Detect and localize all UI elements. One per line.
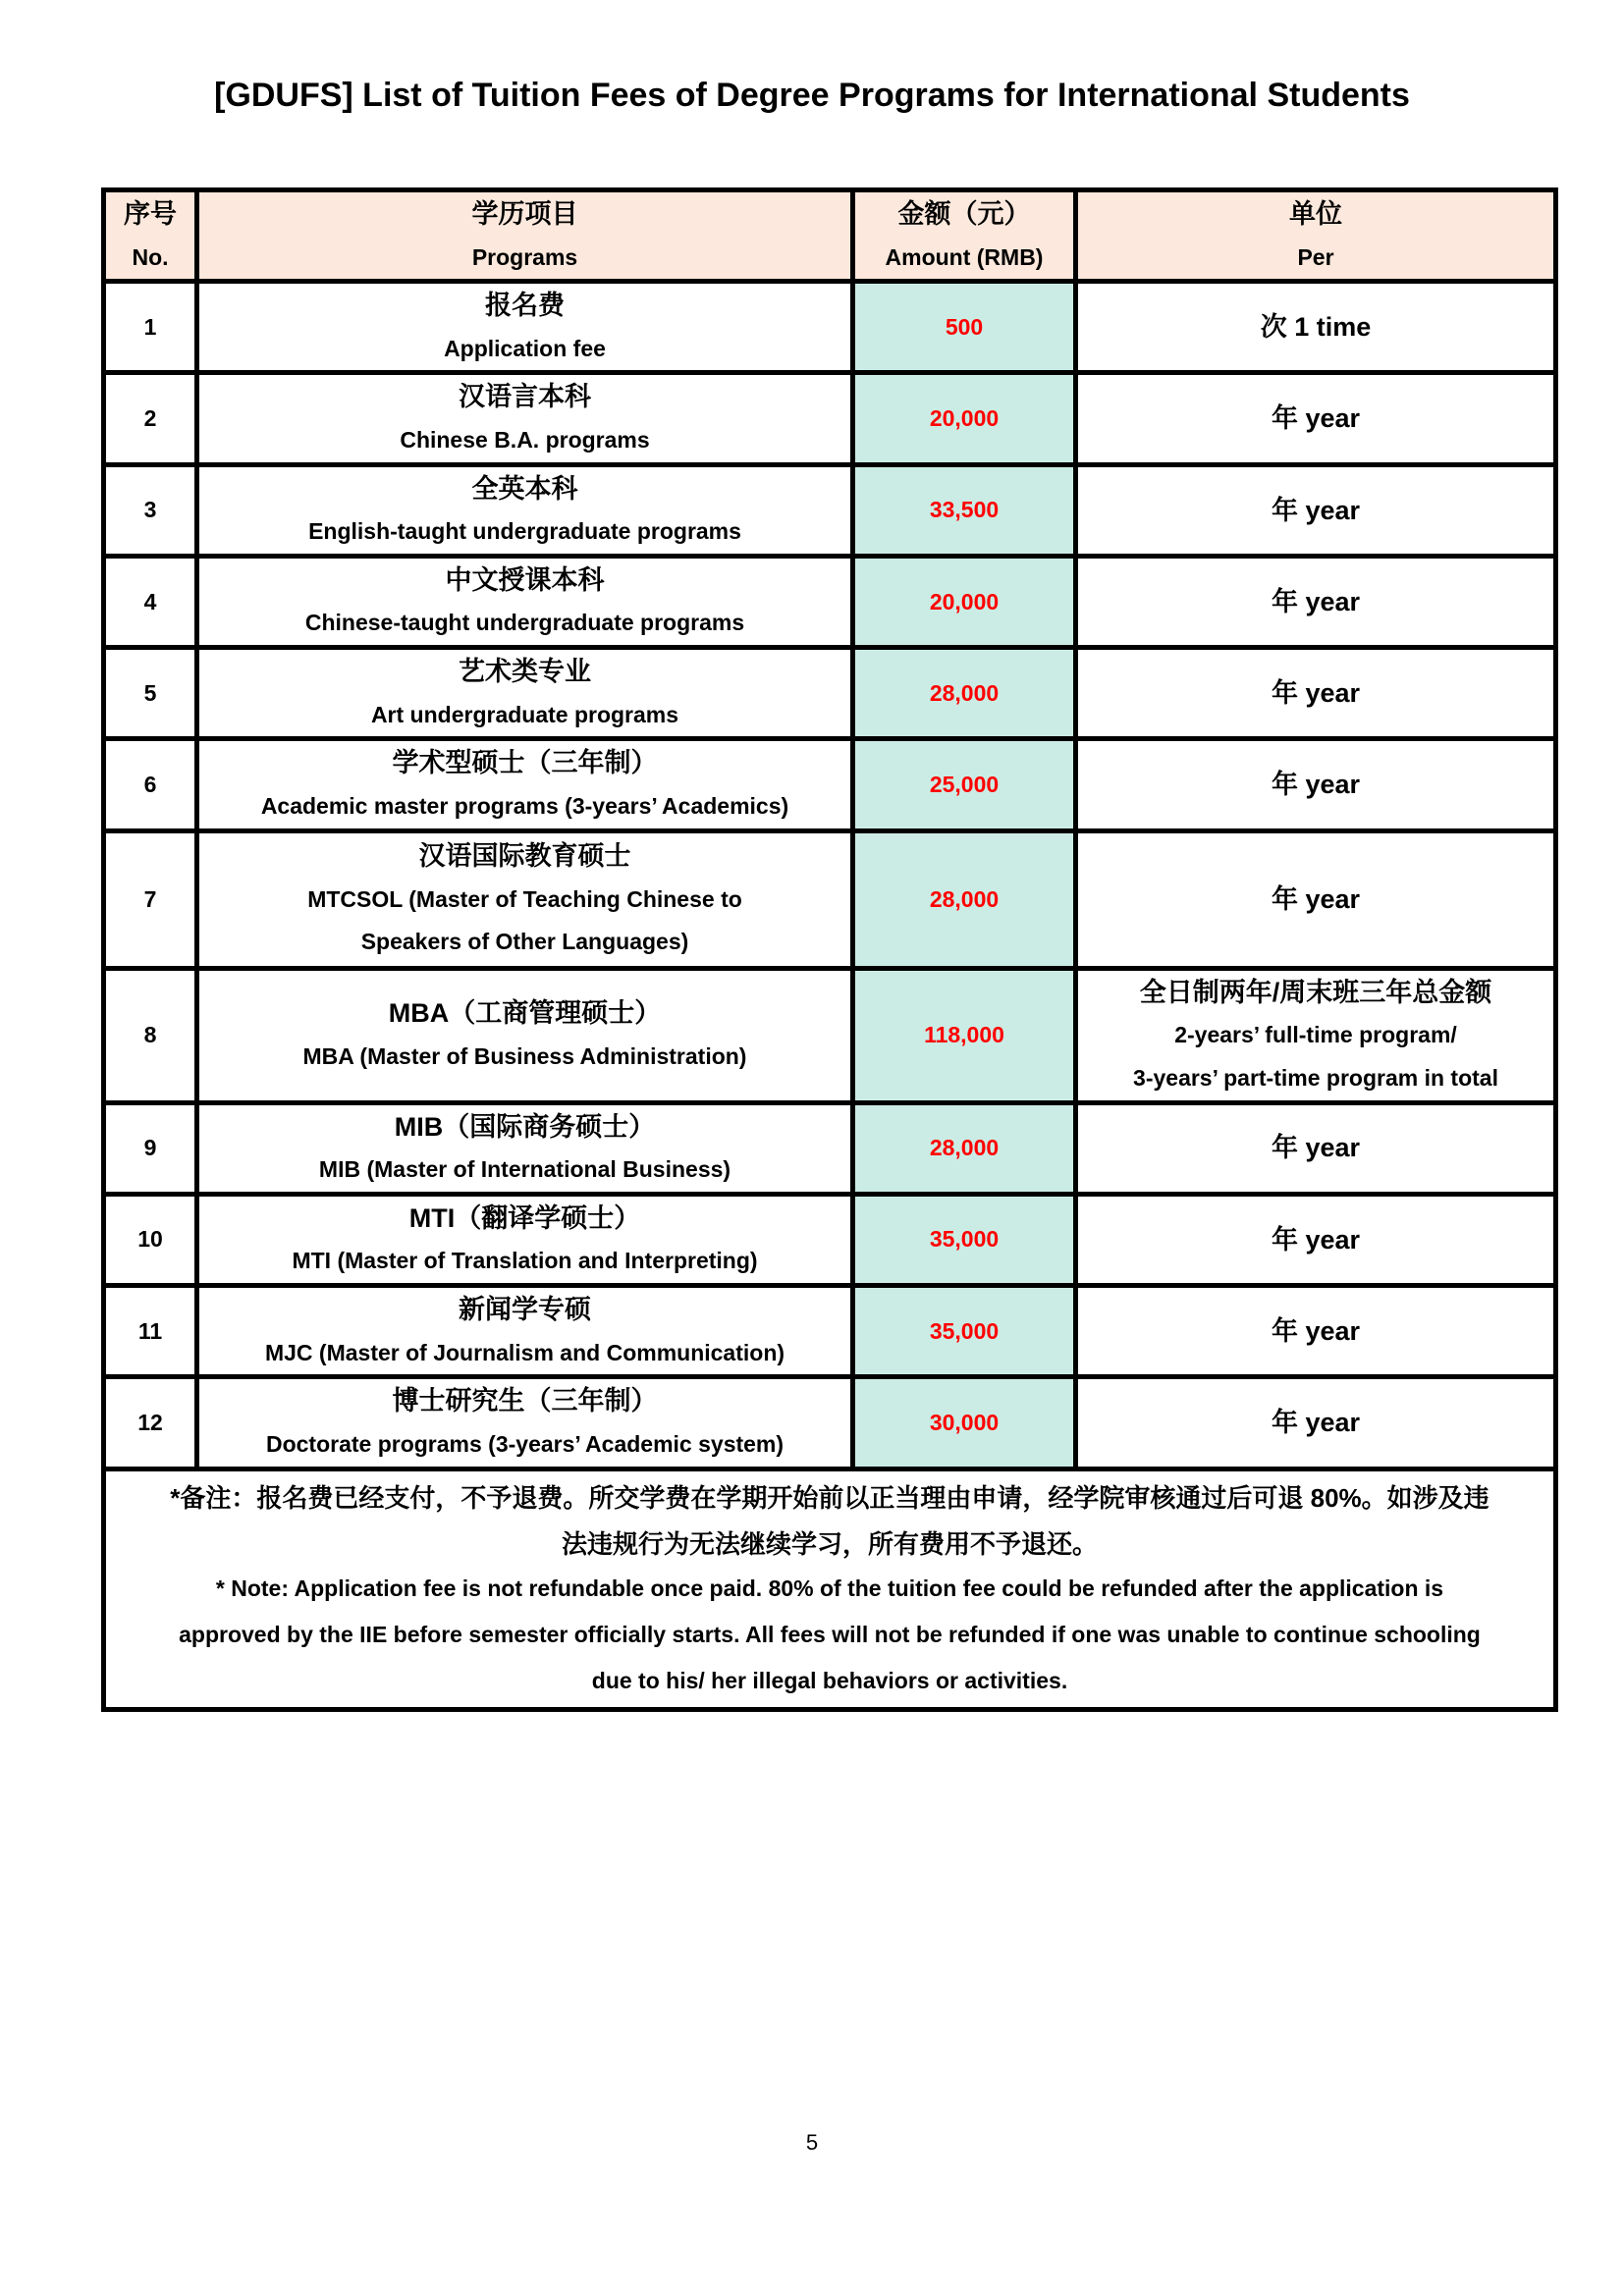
row-number-cell: 4 [104,556,197,647]
row-number-cell: 10 [104,1194,197,1285]
row-number-cell: 11 [104,1286,197,1377]
program-line: MBA (Master of Business Administration) [302,1043,747,1070]
program-line: Academic master programs (3-years’ Academics) [260,792,789,819]
note-cell [104,1468,1556,1709]
per-line: 年 year [1271,1408,1361,1438]
row-number-cell: 8 [104,968,197,1102]
per-cell [1076,373,1556,464]
column-header-amount-zh: 金额（元） [897,199,1031,229]
program-line: Chinese B.A. programs [400,427,650,454]
program-cell [197,648,853,739]
program-line: MTCSOL (Master of Teaching Chinese to [307,885,742,912]
fee-table-footer [104,1468,1556,1709]
column-header-amount [853,190,1076,282]
per-cell [1076,648,1556,739]
program-cell [197,830,853,968]
program-line: English-taught undergraduate programs [308,518,741,545]
note-line: due to his/ her illegal behaviors or activities. [591,1668,1068,1693]
program-line: Chinese-taught undergraduate programs [304,610,745,636]
column-header-per-zh: 单位 [1289,199,1342,229]
table-row [104,1194,1556,1285]
note-line: 法违规行为无法继续学习，所有费用不予退还。 [561,1529,1098,1559]
per-line: 2-years’ full-time program/ [1174,1022,1457,1048]
amount-cell: 118,000 [853,968,1076,1102]
program-cell [197,1102,853,1194]
amount-cell: 35,000 [853,1194,1076,1285]
program-cell [197,1377,853,1468]
row-number-cell: 7 [104,830,197,968]
program-line: Art undergraduate programs [370,701,679,727]
program-cell [197,968,853,1102]
per-line: 年 year [1271,403,1361,434]
table-row [104,830,1556,968]
per-line: 年 year [1271,883,1361,914]
program-line: MIB (Master of International Business) [318,1156,731,1183]
program-line: 汉语国际教育硕士 [418,841,631,872]
per-cell [1076,830,1556,968]
program-line: 中文授课本科 [445,564,605,595]
amount-cell: 20,000 [853,556,1076,647]
row-number-cell: 9 [104,1102,197,1194]
program-line: 新闻学专硕 [459,1295,591,1325]
per-cell [1076,464,1556,556]
column-header-no [104,190,197,282]
per-cell [1076,739,1556,830]
column-header-programs-en: Programs [471,243,578,270]
note-line: *备注：报名费已经支付，不予退费。所交学费在学期开始前以正当理由申请，经学院审核通过后可退 80%。如涉及违 [170,1483,1489,1513]
amount-cell: 28,000 [853,830,1076,968]
amount-cell: 28,000 [853,1102,1076,1194]
column-header-no-zh: 序号 [124,199,177,229]
amount-cell: 35,000 [853,1286,1076,1377]
program-line: 艺术类专业 [459,657,591,687]
program-line: 博士研究生（三年制） [392,1386,658,1416]
table-row [104,464,1556,556]
program-line: 报名费 [485,291,565,321]
amount-cell: 25,000 [853,739,1076,830]
per-line: 年 year [1271,770,1361,800]
per-line: 3-years’ part-time program in total [1133,1064,1498,1091]
program-line: Speakers of Other Languages) [360,929,689,955]
per-line: 年 year [1271,1133,1361,1163]
program-cell [197,1286,853,1377]
program-line: Doctorate programs (3-years’ Academic system) [265,1430,785,1457]
per-cell [1076,282,1556,373]
per-cell [1076,1194,1556,1285]
program-line: 汉语言本科 [459,382,591,412]
note-line: * Note: Application fee is not refundable once paid. 80% of the tuition fee could be refunded after the application is [215,1575,1444,1601]
table-row [104,648,1556,739]
table-row [104,1377,1556,1468]
program-line: MBA（工商管理硕士） [388,998,662,1029]
per-cell [1076,556,1556,647]
program-cell [197,556,853,647]
table-row [104,556,1556,647]
program-cell [197,373,853,464]
table-header-row [104,190,1556,282]
column-header-programs [197,190,853,282]
column-header-per [1076,190,1556,282]
amount-cell: 28,000 [853,648,1076,739]
per-line: 次 1 time [1260,312,1372,343]
row-number-cell: 6 [104,739,197,830]
table-row [104,373,1556,464]
amount-cell: 33,500 [853,464,1076,556]
program-cell [197,282,853,373]
per-line: 年 year [1271,1224,1361,1255]
program-cell [197,464,853,556]
row-number-cell: 5 [104,648,197,739]
program-line: 全英本科 [471,473,578,504]
row-number-cell: 1 [104,282,197,373]
program-cell [197,1194,853,1285]
column-header-amount-en: Amount (RMB) [885,243,1044,270]
program-line: Application fee [444,335,606,361]
per-line: 年 year [1271,678,1361,709]
fee-table-body [104,282,1556,1468]
amount-cell: 20,000 [853,373,1076,464]
page-number: 5 [805,2130,819,2155]
per-line: 年 year [1271,586,1361,616]
column-header-no-en: No. [132,243,169,270]
row-number-cell: 2 [104,373,197,464]
per-line: 全日制两年/周末班三年总金额 [1139,977,1492,1007]
row-number-cell: 12 [104,1377,197,1468]
per-cell [1076,1377,1556,1468]
program-line: MJC (Master of Journalism and Communication) [264,1339,785,1365]
table-row [104,968,1556,1102]
column-header-per-en: Per [1297,243,1334,270]
per-line: 年 year [1271,1315,1361,1346]
note-line: approved by the IIE before semester officially starts. All fees will not be refunded if one was unable to continue schooling [179,1622,1481,1647]
per-cell [1076,1286,1556,1377]
per-cell [1076,1102,1556,1194]
table-row [104,1286,1556,1377]
table-row [104,282,1556,373]
column-header-programs-zh: 学历项目 [471,199,578,229]
table-row [104,739,1556,830]
fee-table [101,187,1558,1712]
amount-cell: 30,000 [853,1377,1076,1468]
row-number-cell: 3 [104,464,197,556]
per-line: 年 year [1271,495,1361,525]
program-cell [197,739,853,830]
amount-cell: 500 [853,282,1076,373]
program-line: 学术型硕士（三年制） [392,748,658,778]
program-line: MTI（翻译学硕士） [408,1202,641,1233]
table-row [104,1102,1556,1194]
program-line: MTI (Master of Translation and Interpreting) [292,1248,758,1274]
page-title: [GDUFS] List of Tuition Fees of Degree Programs for International Students [214,77,1410,114]
per-cell [1076,968,1556,1102]
note-row [104,1468,1556,1709]
program-line: MIB（国际商务硕士） [394,1111,656,1142]
